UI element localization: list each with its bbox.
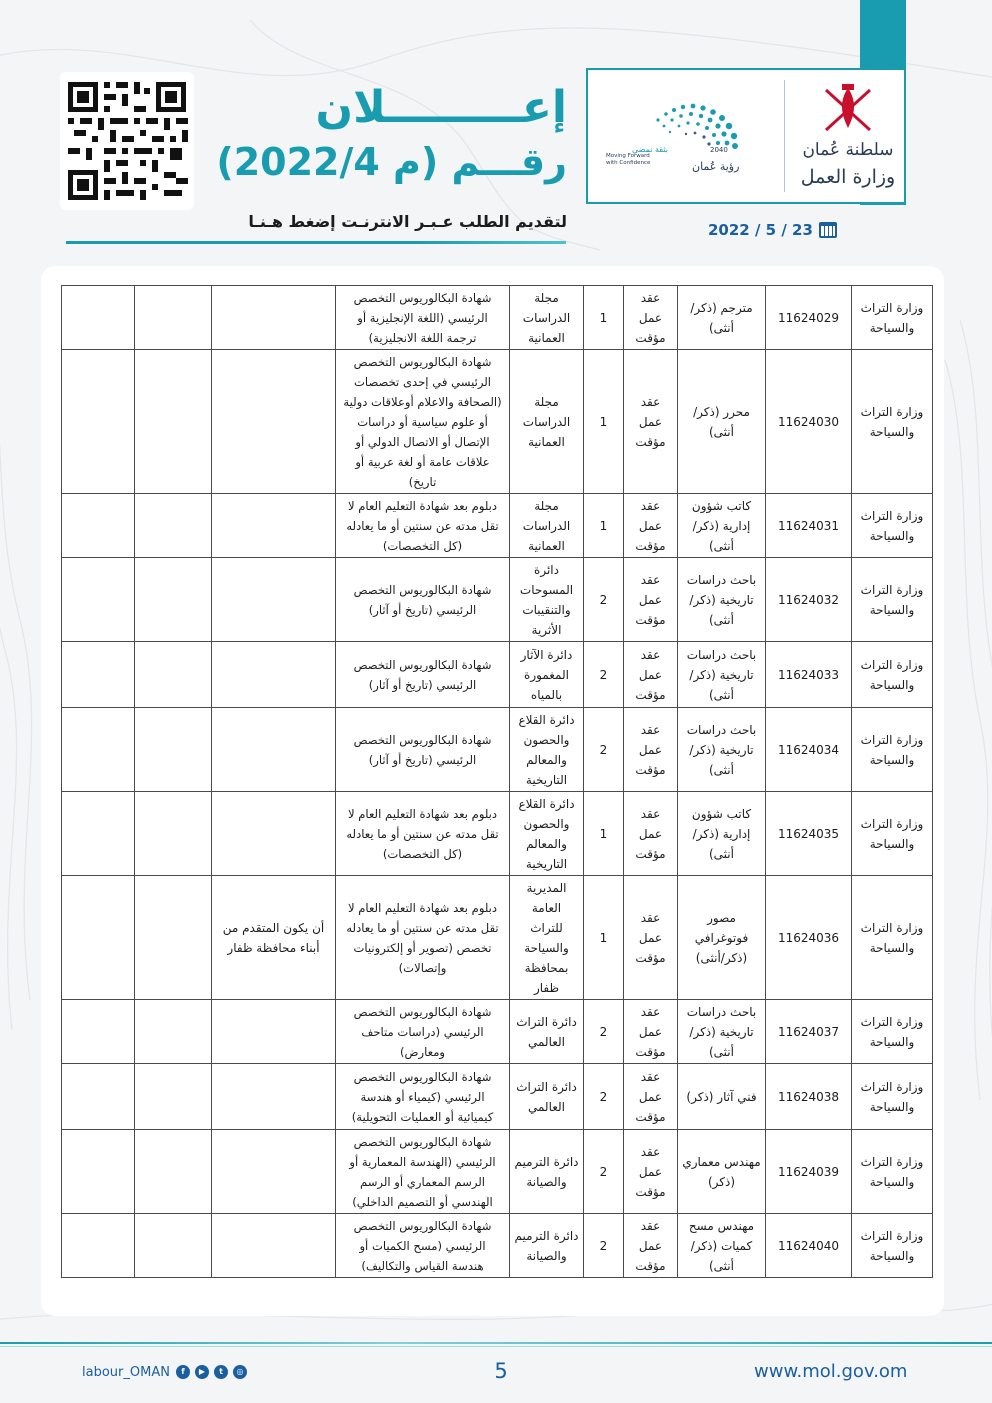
apply-online-link[interactable]: لتقديم الطلب عـبـر الانترنـت إضغط هـنـا (248, 212, 567, 231)
cell-count: 1 (584, 350, 624, 494)
logo-divider (784, 80, 785, 192)
cell-code: 11624033 (766, 642, 852, 708)
vision-tagline (606, 146, 668, 167)
cell-title: كاتب شؤون إدارية (ذكر/ أنثى) (678, 494, 766, 558)
cell-qual: شهادة البكالوريوس التخصص الرئيسي في إحدى تخصصات (الصحافة والاعلام أوعلاقات دولية أو علوم سياسية أو دراسات الإتصال أو الاتصال الدولي أو علاقات عامة أو لغة عربية أو تاريخ) (336, 350, 510, 494)
cell-c9 (62, 642, 135, 708)
cell-count: 2 (584, 642, 624, 708)
cell-count: 2 (584, 558, 624, 642)
cell-code: 11624037 (766, 1000, 852, 1064)
youtube-icon[interactable]: ▶ (195, 1365, 209, 1379)
table-row (62, 286, 933, 350)
cell-qual: شهادة البكالوريوس التخصص الرئيسي (تاريخ أو آثار) (336, 708, 510, 792)
cell-c9 (62, 792, 135, 876)
cell-title: كاتب شؤون إدارية (ذكر/ أنثى) (678, 792, 766, 876)
cell-code: 11624031 (766, 494, 852, 558)
vision-year: 2040 (710, 146, 728, 154)
cell-c8 (135, 1064, 212, 1130)
ministry-text: وزارة العمل (800, 166, 896, 188)
ministry-logo-box (586, 68, 906, 204)
cell-contract: عقد عمل مؤقت (624, 708, 678, 792)
tagline-arabic: بثقة نمضي (632, 145, 668, 154)
cell-code: 11624039 (766, 1130, 852, 1214)
cell-entity: وزارة التراث والسياحة (852, 350, 933, 494)
cell-qual: دبلوم بعد شهادة التعليم العام لا تقل مدته عن سنتين أو ما يعادله (كل التخصصات) (336, 494, 510, 558)
cell-cond (212, 286, 336, 350)
cell-dept: مجلة الدراسات العمانية (510, 494, 584, 558)
cell-code: 11624040 (766, 1214, 852, 1278)
cell-c8 (135, 350, 212, 494)
cell-c8 (135, 792, 212, 876)
cell-qual: شهادة البكالوريوس التخصص الرئيسي (كيمياء أو هندسة كيميائية أو العمليات التحويلية) (336, 1064, 510, 1130)
instagram-icon[interactable]: ◎ (233, 1365, 247, 1379)
cell-code: 11624036 (766, 876, 852, 1000)
cell-cond (212, 350, 336, 494)
cell-code: 11624038 (766, 1064, 852, 1130)
cell-qual: شهادة البكالوريوس التخصص الرئيسي (الهندسة المعمارية أو الرسم المعماري أو الرسم الهندسي أو التصميم الداخلي) (336, 1130, 510, 1214)
table-row (62, 708, 933, 792)
announcement-title: إعـــــــــلان (315, 82, 567, 133)
cell-title: باحث دراسات تاريخية (ذكر/ أنثى) (678, 642, 766, 708)
twitter-icon[interactable]: t (214, 1365, 228, 1379)
cell-c9 (62, 708, 135, 792)
sultanate-text: سلطنة عُمان (802, 140, 894, 160)
cell-qual: شهادة البكالوريوس التخصص الرئيسي (تاريخ أو آثار) (336, 642, 510, 708)
cell-c9 (62, 494, 135, 558)
cell-count: 2 (584, 1000, 624, 1064)
cell-title: فني آثار (ذكر) (678, 1064, 766, 1130)
website-link[interactable]: www.mol.gov.om (754, 1361, 908, 1382)
cell-contract: عقد عمل مؤقت (624, 494, 678, 558)
cell-count: 2 (584, 708, 624, 792)
cell-count: 2 (584, 1214, 624, 1278)
cell-count: 1 (584, 286, 624, 350)
facebook-icon[interactable]: f (176, 1365, 190, 1379)
announcement-number: رقـــم (م 2022/4) (216, 140, 567, 184)
cell-title: مصور فوتوغرافي (ذكر/أنثى) (678, 876, 766, 1000)
cell-title: محرر (ذكر/ أنثى) (678, 350, 766, 494)
cell-title: باحث دراسات تاريخية (ذكر/ أنثى) (678, 558, 766, 642)
cell-entity: وزارة التراث والسياحة (852, 494, 933, 558)
page-number: 5 (494, 1359, 508, 1383)
cell-count: 2 (584, 1064, 624, 1130)
announcement-date (708, 221, 837, 239)
cell-count: 1 (584, 792, 624, 876)
cell-cond (212, 792, 336, 876)
cell-c9 (62, 558, 135, 642)
cell-contract: عقد عمل مؤقت (624, 1000, 678, 1064)
cell-c8 (135, 286, 212, 350)
cell-c8 (135, 558, 212, 642)
cell-code: 11624029 (766, 286, 852, 350)
cell-cond (212, 558, 336, 642)
qr-code[interactable] (60, 72, 194, 210)
table-row (62, 876, 933, 1000)
qr-code-icon (60, 72, 194, 210)
cell-contract: عقد عمل مؤقت (624, 286, 678, 350)
cell-dept: دائرة التراث العالمي (510, 1064, 584, 1130)
cell-dept: دائرة الترميم والصيانة (510, 1130, 584, 1214)
vision-label: رؤية عُمان (692, 160, 740, 173)
cell-cond (212, 1214, 336, 1278)
table-row (62, 1130, 933, 1214)
cell-entity: وزارة التراث والسياحة (852, 558, 933, 642)
cell-title: مهندس مسح كميات (ذكر/ أنثى) (678, 1214, 766, 1278)
cell-qual: دبلوم بعد شهادة التعليم العام لا تقل مدته عن سنتين أو ما يعادله (كل التخصصات) (336, 792, 510, 876)
cell-cond (212, 494, 336, 558)
cell-dept: دائرة القلاع والحصون والمعالم التاريخية (510, 792, 584, 876)
cell-cond: أن يكون المتقدم من أبناء محافظة ظفار (212, 876, 336, 1000)
cell-qual: شهادة البكالوريوس التخصص الرئيسي (دراسات متاحف ومعارض) (336, 1000, 510, 1064)
cell-entity: وزارة التراث والسياحة (852, 1130, 933, 1214)
cell-code: 11624035 (766, 792, 852, 876)
table-row (62, 792, 933, 876)
cell-dept: مجلة الدراسات العمانية (510, 350, 584, 494)
table-row (62, 642, 933, 708)
cell-cond (212, 642, 336, 708)
cell-contract: عقد عمل مؤقت (624, 642, 678, 708)
cell-code: 11624034 (766, 708, 852, 792)
cell-entity: وزارة التراث والسياحة (852, 708, 933, 792)
cell-contract: عقد عمل مؤقت (624, 792, 678, 876)
vision-2040-logo-icon (638, 90, 778, 190)
table-row (62, 1000, 933, 1064)
cell-dept: دائرة التراث العالمي (510, 1000, 584, 1064)
cell-c8 (135, 1214, 212, 1278)
cell-qual: شهادة البكالوريوس التخصص الرئيسي (اللغة الإنجليزية أو ترجمة اللغة الانجليزية) (336, 286, 510, 350)
cell-c8 (135, 642, 212, 708)
cell-title: مهندس معماري (ذكر) (678, 1130, 766, 1214)
cell-c8 (135, 876, 212, 1000)
cell-count: 2 (584, 1130, 624, 1214)
cell-title: مترجم (ذكر/ أنثى) (678, 286, 766, 350)
khanjar-emblem-icon (798, 80, 898, 138)
cell-contract: عقد عمل مؤقت (624, 1214, 678, 1278)
cell-count: 1 (584, 494, 624, 558)
cell-c9 (62, 286, 135, 350)
cell-c9 (62, 1214, 135, 1278)
table-row (62, 494, 933, 558)
cell-cond (212, 1064, 336, 1130)
cell-entity: وزارة التراث والسياحة (852, 1064, 933, 1130)
footer-rule (0, 1342, 992, 1344)
social-handle[interactable]: labour_OMAN (82, 1365, 170, 1380)
tagline-english-2: with Confidence (606, 160, 651, 166)
cell-c9 (62, 1064, 135, 1130)
cell-cond (212, 1000, 336, 1064)
cell-dept: دائرة الترميم والصيانة (510, 1214, 584, 1278)
cell-c9 (62, 350, 135, 494)
cell-cond (212, 1130, 336, 1214)
cell-title: باحث دراسات تاريخية (ذكر/ أنثى) (678, 1000, 766, 1064)
cell-entity: وزارة التراث والسياحة (852, 1000, 933, 1064)
cell-count: 1 (584, 876, 624, 1000)
cell-entity: وزارة التراث والسياحة (852, 792, 933, 876)
cell-entity: وزارة التراث والسياحة (852, 876, 933, 1000)
social-icons (176, 1365, 247, 1379)
cell-cond (212, 708, 336, 792)
cell-dept: دائرة الآثار المغمورة بالمياه (510, 642, 584, 708)
cell-dept: دائرة المسوحات والتنقيبات الأثرية (510, 558, 584, 642)
cell-c8 (135, 708, 212, 792)
cell-title: باحث دراسات تاريخية (ذكر/ أنثى) (678, 708, 766, 792)
oman-emblem (798, 80, 898, 195)
cell-c8 (135, 494, 212, 558)
tagline-english-1: Moving Forward (606, 153, 650, 159)
cell-c8 (135, 1000, 212, 1064)
cell-code: 11624030 (766, 350, 852, 494)
cell-dept: دائرة القلاع والحصون والمعالم التاريخية (510, 708, 584, 792)
cell-c9 (62, 876, 135, 1000)
cell-c9 (62, 1130, 135, 1214)
date-text: 2022 / 5 / 23 (708, 221, 813, 239)
table-row (62, 350, 933, 494)
cell-c9 (62, 1000, 135, 1064)
cell-contract: عقد عمل مؤقت (624, 876, 678, 1000)
cell-contract: عقد عمل مؤقت (624, 350, 678, 494)
table-row (62, 558, 933, 642)
footer-rule-thin (0, 1346, 992, 1347)
apply-underline (66, 241, 566, 244)
cell-qual: شهادة البكالوريوس التخصص الرئيسي (تاريخ أو آثار) (336, 558, 510, 642)
cell-qual: دبلوم بعد شهادة التعليم العام لا تقل مدته عن سنتين أو ما يعادله تخصص (تصوير أو إلكترونيات وإتصالات) (336, 876, 510, 1000)
cell-entity: وزارة التراث والسياحة (852, 642, 933, 708)
table-row (62, 1064, 933, 1130)
cell-contract: عقد عمل مؤقت (624, 1130, 678, 1214)
cell-contract: عقد عمل مؤقت (624, 1064, 678, 1130)
cell-c8 (135, 1130, 212, 1214)
table-row (62, 1214, 933, 1278)
calendar-icon (819, 222, 837, 238)
jobs-table (61, 285, 933, 1278)
cell-entity: وزارة التراث والسياحة (852, 286, 933, 350)
cell-entity: وزارة التراث والسياحة (852, 1214, 933, 1278)
cell-code: 11624032 (766, 558, 852, 642)
cell-qual: شهادة البكالوريوس التخصص الرئيسي (مسح الكميات أو هندسة القياس والتكاليف) (336, 1214, 510, 1278)
cell-dept: مجلة الدراسات العمانية (510, 286, 584, 350)
cell-dept: المديرية العامة للتراث والسياحة بمحافظة ظفار (510, 876, 584, 1000)
cell-contract: عقد عمل مؤقت (624, 558, 678, 642)
